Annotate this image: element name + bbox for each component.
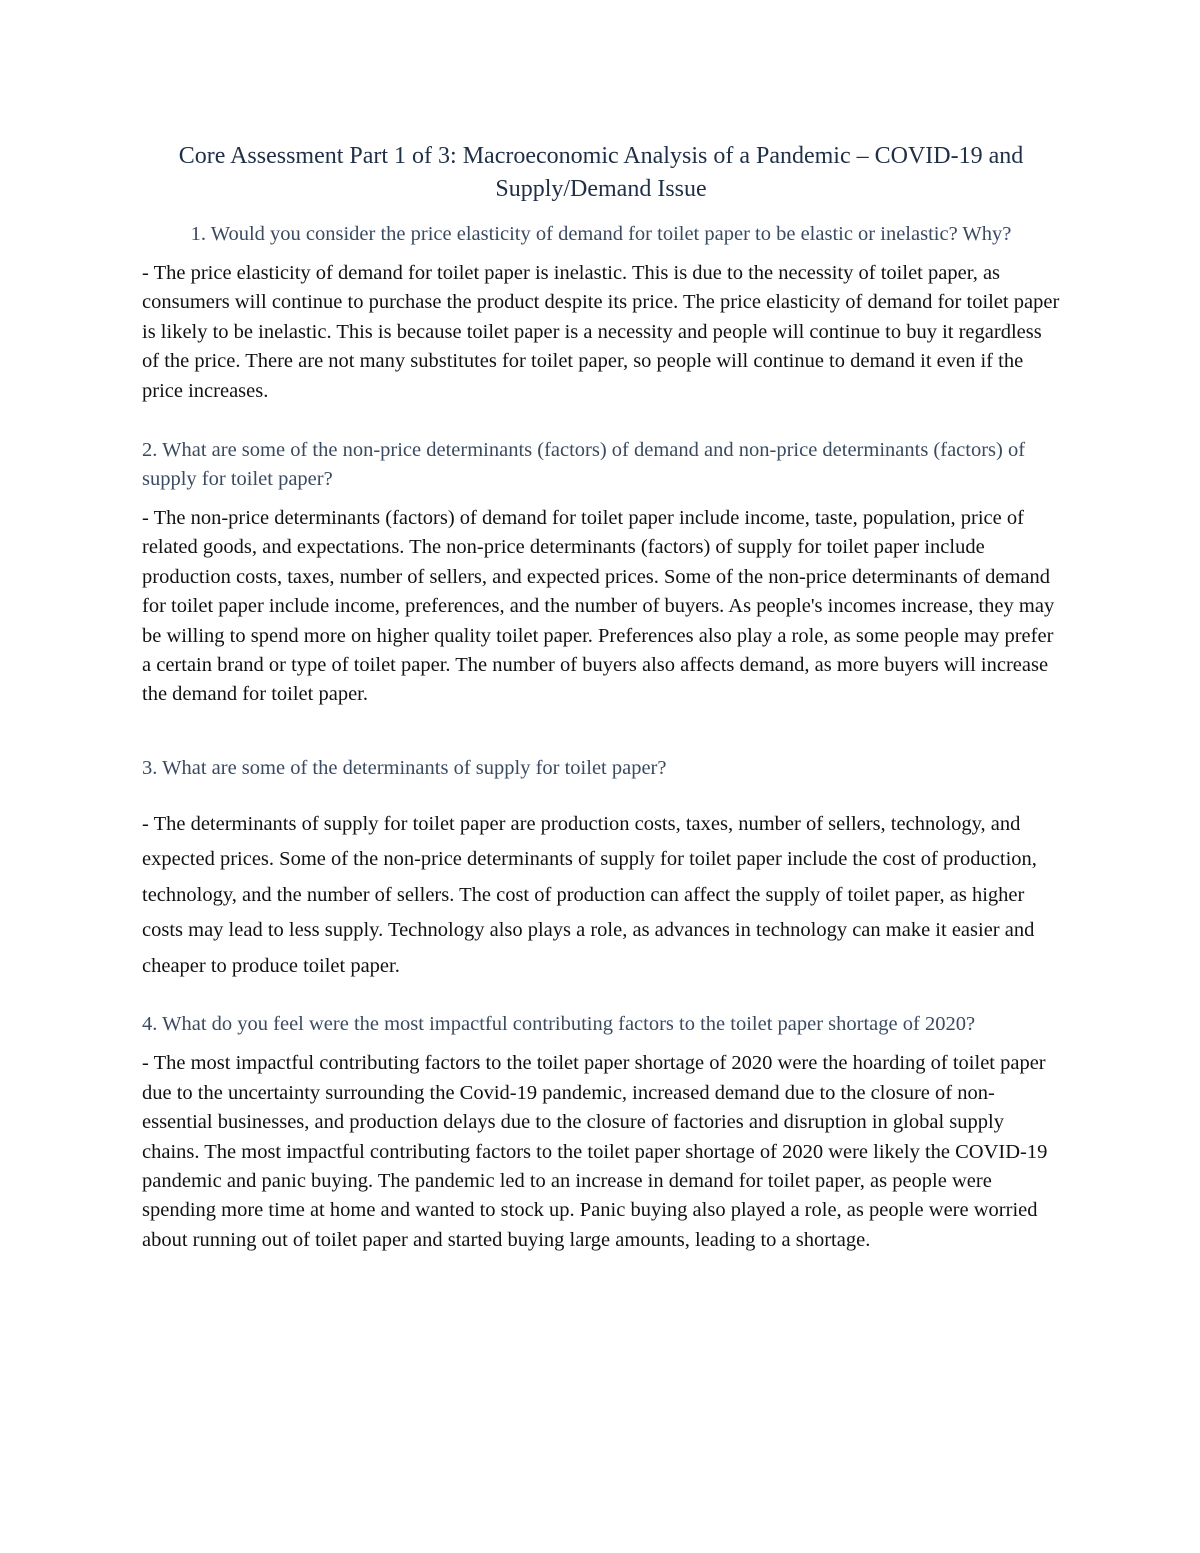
answer-1: - The price elasticity of demand for toilet paper is inelastic. This is due to the necessity of toilet paper, as consumers will continue to purchase the product despite its price. The price elasticity of demand for toilet paper is likely to be inelastic. This is because toilet paper is a necessity and people will continue to buy it regardless of the price. There are not many substitutes for toilet paper, so people will continue to demand it even if the price increases. [142,262,1060,402]
section-spacer [142,984,1060,1010]
section-spacer [142,710,1060,754]
question-1: 1. Would you consider the price elasticity of demand for toilet paper to be elastic or inelastic? Why? [190,223,1012,245]
answer-4: - The most impactful contributing factors to the toilet paper shortage of 2020 were the hoarding of toilet paper due to the uncertainty surrounding the Covid-19 pandemic, increased demand due to the closure of non-essential businesses, and production delays due to the closure of factories and disruption in global supply chains. The most impactful contributing factors to the toilet paper shortage of 2020 were likely the COVID-19 pandemic and panic buying. The pandemic led to an increase in demand for toilet paper, as people were spending more time at home and wanted to stock up. Panic buying also played a role, as people were worried about running out of toilet paper and started buying large amounts, leading to a shortage. [142,1052,1048,1251]
answer-3: - The determinants of supply for toilet paper are production costs, taxes, number of sellers, technology, and expected prices. Some of the non-price determinants of supply for toilet paper include the cost of production, technology, and the number of sellers. The cost of production can affect the supply of toilet paper, as higher costs may lead to less supply. Technology also plays a role, as advances in technology can make it easier and cheaper to produce toilet paper. [142,812,1037,977]
section-spacer [142,793,1060,807]
question-3: 3. What are some of the determinants of supply for toilet paper? [142,756,667,779]
question-4: 4. What do you feel were the most impactful contributing factors to the toilet paper shortage of 2020? [142,1013,976,1036]
answer-2: - The non-price determinants (factors) of demand for toilet paper include income, taste, population, price of related goods, and expectations. The non-price determinants (factors) of supply for toilet paper include production costs, taxes, number of sellers, and expected prices. Some of the non-price determinants of demand for toilet paper include income, preferences, and the number of buyers. As people's incomes increase, they may be willing to spend more on higher quality toilet paper. Preferences also play a role, as some people may prefer a certain brand or type of toilet paper. The number of buyers also affects demand, as more buyers will increase the demand for toilet paper. [142,507,1055,706]
document-title: Core Assessment Part 1 of 3: Macroeconomic Analysis of a Pandemic – COVID-19 and Supply/Demand Issue [178,143,1024,202]
section-spacer [142,406,1060,436]
question-2: 2. What are some of the non-price determinants (factors) of demand and non-price determinants (factors) of supply for toilet paper? [142,439,1026,491]
